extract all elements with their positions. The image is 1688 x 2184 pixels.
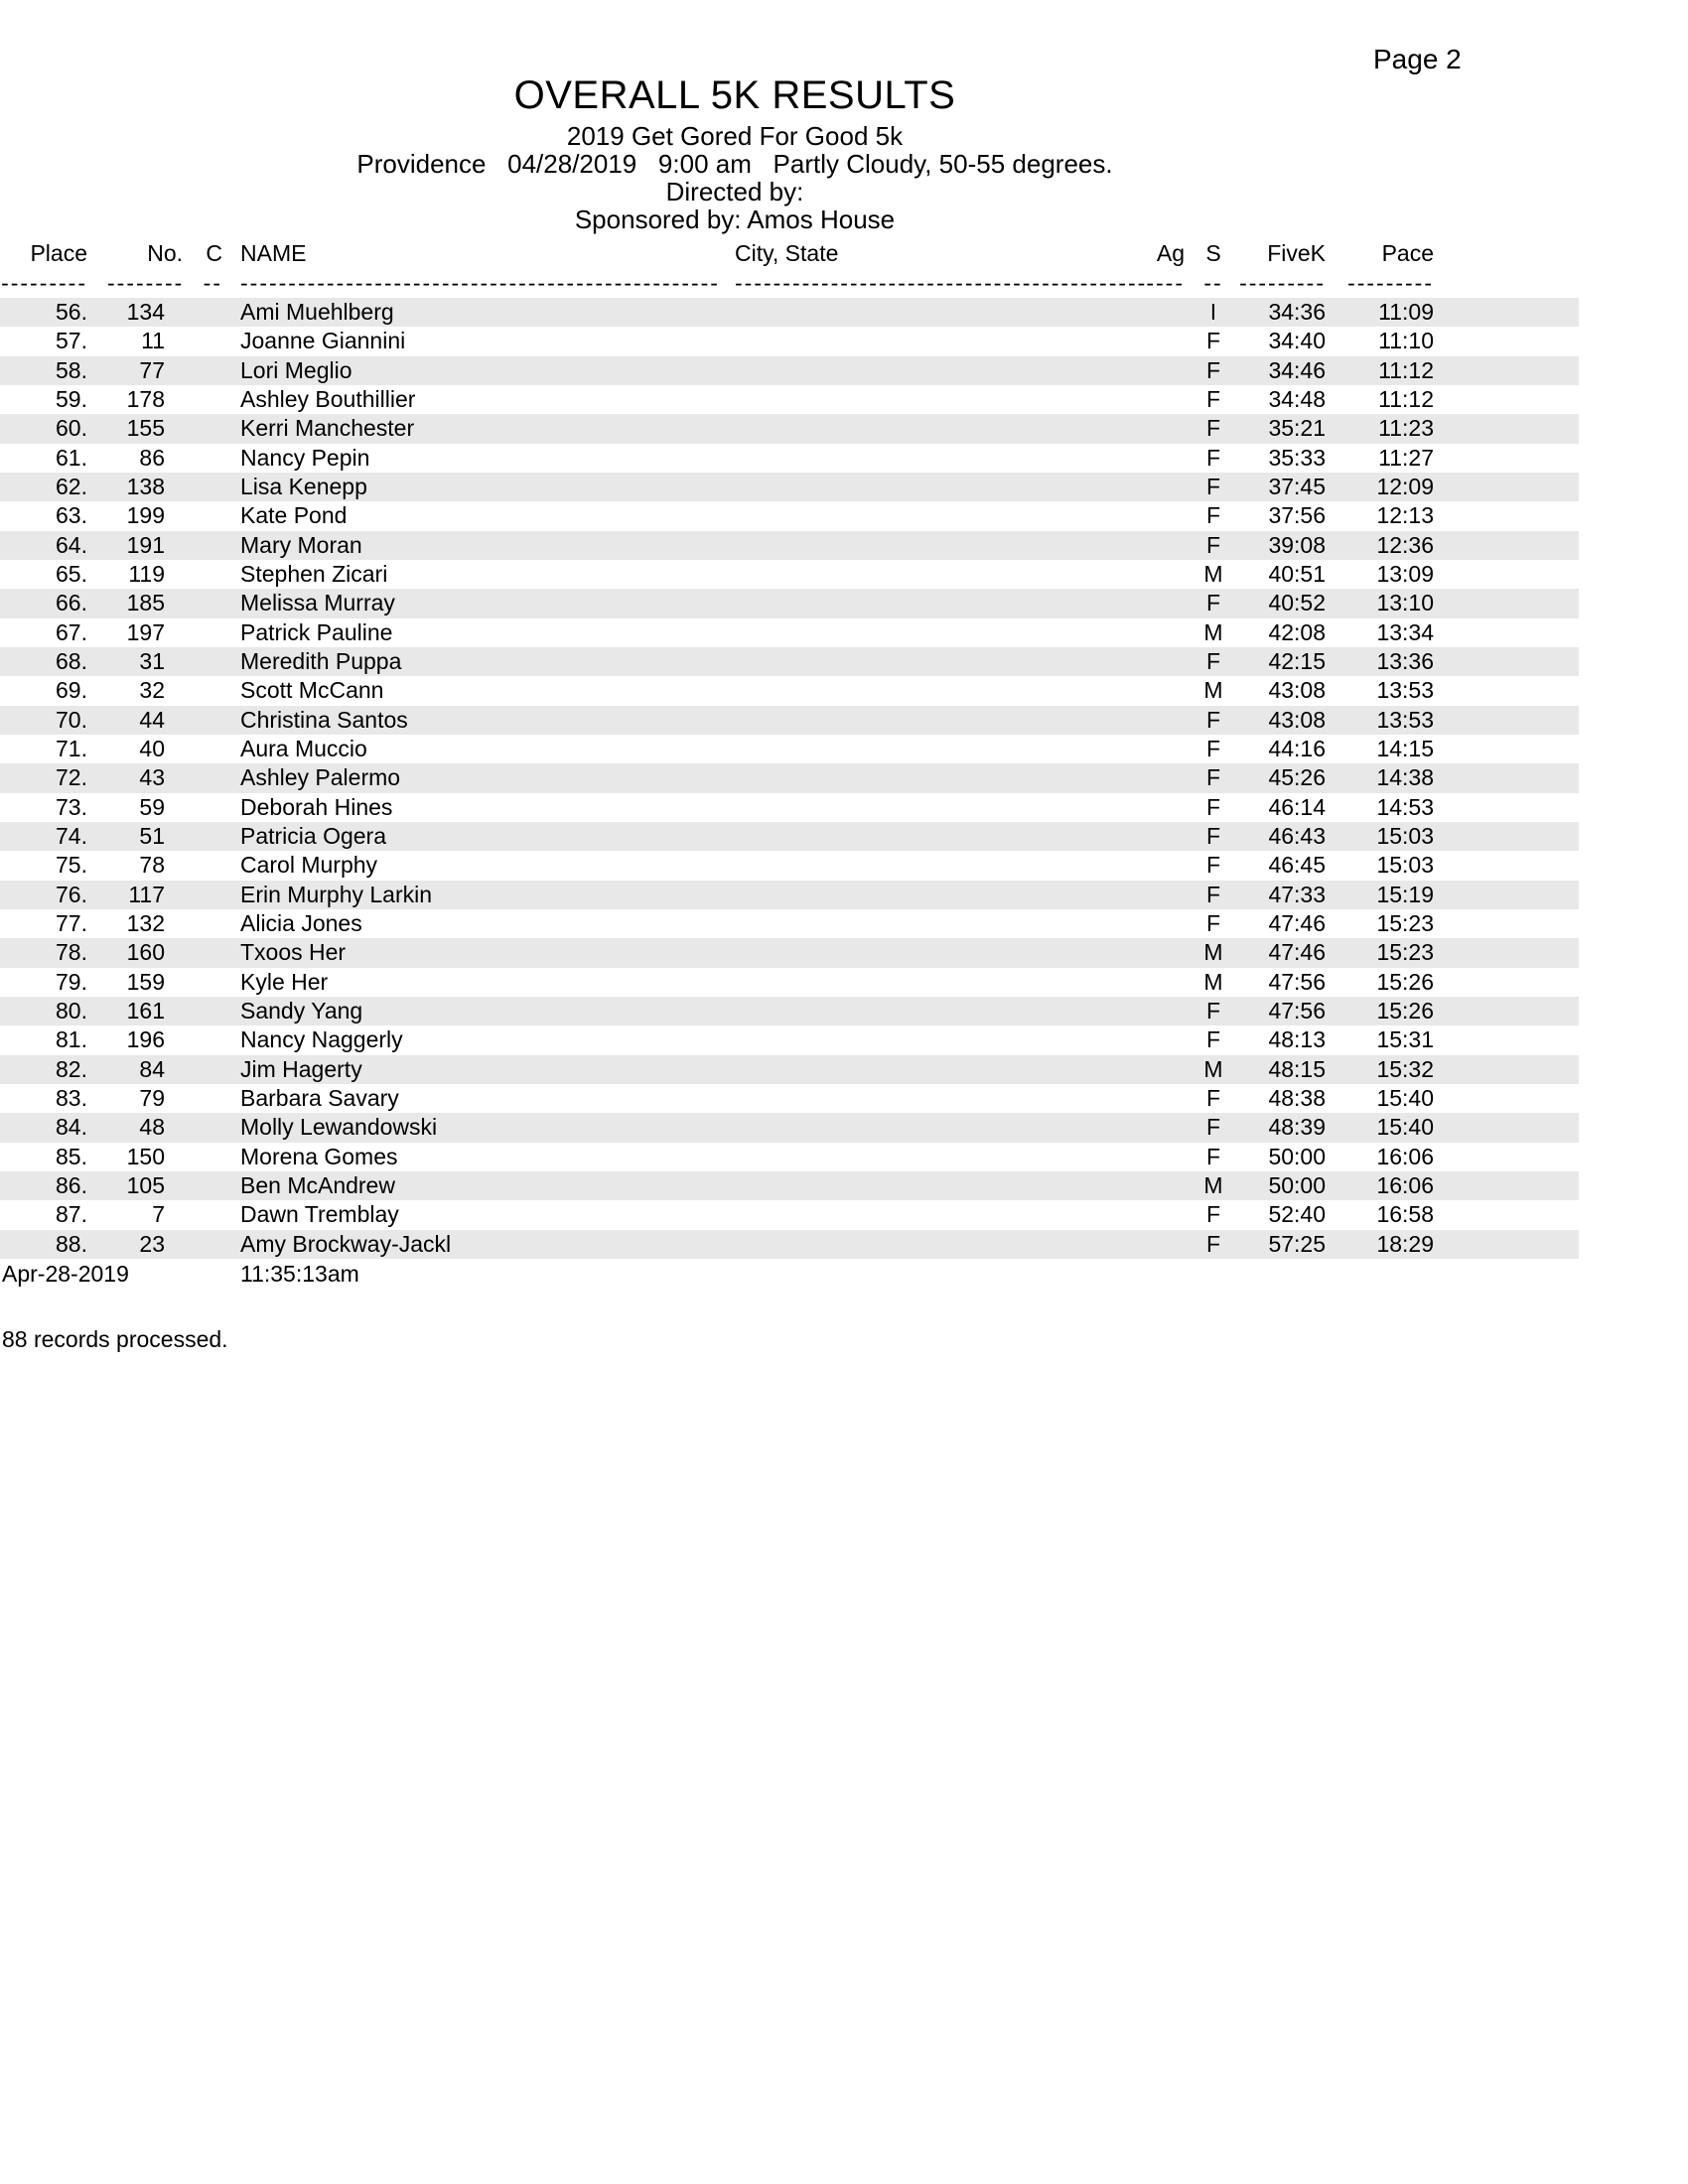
separator-pace: --------- <box>1347 269 1434 296</box>
cell-no: 159 <box>126 968 165 995</box>
cell-s: F <box>1205 1143 1221 1169</box>
cell-name: Carol Murphy <box>240 852 378 879</box>
cell-pace: 11:10 <box>1378 328 1434 354</box>
directed-by-line: Directed by: <box>665 177 804 206</box>
cell-pace: 15:23 <box>1376 939 1434 966</box>
table-header-row <box>0 238 1579 268</box>
table-row <box>0 676 1579 705</box>
table-row <box>0 706 1579 735</box>
cell-pace: 15:03 <box>1376 852 1434 879</box>
table-row <box>0 997 1579 1025</box>
cell-fivek: 43:08 <box>1268 706 1326 733</box>
cell-fivek: 40:51 <box>1268 561 1326 588</box>
cell-fivek: 37:45 <box>1268 474 1326 500</box>
cell-fivek: 52:40 <box>1268 1201 1326 1228</box>
cell-place: 74. <box>56 823 87 850</box>
table-row <box>0 589 1579 617</box>
table-row <box>0 968 1579 997</box>
cell-s: F <box>1205 998 1221 1024</box>
table-row <box>0 1055 1579 1084</box>
cell-name: Patricia Ogera <box>240 823 387 850</box>
table-row <box>0 501 1579 530</box>
cell-pace: 15:23 <box>1376 910 1434 937</box>
cell-name: Erin Murphy Larkin <box>240 881 433 907</box>
table-row <box>0 531 1579 560</box>
table-row <box>0 822 1579 851</box>
cell-pace: 16:58 <box>1376 1201 1434 1228</box>
cell-pace: 13:36 <box>1376 648 1434 675</box>
cell-name: Kerri Manchester <box>240 415 415 442</box>
cell-no: 7 <box>152 1201 165 1228</box>
cell-name: Dawn Tremblay <box>240 1201 399 1228</box>
cell-fivek: 48:39 <box>1268 1114 1326 1141</box>
event-name: 2019 Get Gored For Good 5k <box>566 121 904 151</box>
cell-pace: 15:32 <box>1376 1055 1434 1082</box>
cell-place: 62. <box>56 474 87 500</box>
cell-name: Morena Gomes <box>240 1143 398 1169</box>
cell-pace: 15:26 <box>1376 998 1434 1024</box>
cell-pace: 11:12 <box>1378 386 1434 413</box>
cell-name: Mary Moran <box>240 531 362 558</box>
cell-s: F <box>1205 736 1221 762</box>
cell-s: M <box>1203 1055 1223 1082</box>
table-separator-row <box>0 268 1579 298</box>
cell-fivek: 47:56 <box>1268 968 1326 995</box>
cell-place: 79. <box>56 968 87 995</box>
cell-fivek: 42:08 <box>1268 618 1326 645</box>
cell-place: 77. <box>56 910 87 937</box>
table-row <box>0 647 1579 676</box>
cell-place: 88. <box>56 1230 87 1257</box>
cell-no: 78 <box>139 852 165 879</box>
cell-pace: 11:12 <box>1378 356 1434 383</box>
event-info: Providence 04/28/2019 9:00 am Partly Cloudy, 50-55 degrees. <box>356 149 1113 179</box>
cell-fivek: 37:56 <box>1268 502 1326 529</box>
report-title: OVERALL 5K RESULTS <box>513 73 956 117</box>
cell-no: 160 <box>126 939 165 966</box>
page-number: Page 2 <box>1373 44 1462 74</box>
cell-no: 84 <box>139 1055 165 1082</box>
cell-place: 68. <box>56 648 87 675</box>
cell-place: 58. <box>56 356 87 383</box>
cell-place: 78. <box>56 939 87 966</box>
cell-place: 83. <box>56 1085 87 1112</box>
table-row <box>0 356 1579 385</box>
table-row <box>0 444 1579 473</box>
cell-place: 56. <box>56 299 87 326</box>
cell-pace: 15:40 <box>1376 1085 1434 1112</box>
cell-place: 57. <box>56 328 87 354</box>
separator-name: -------------------------------------------------- <box>240 269 720 296</box>
cell-place: 73. <box>56 793 87 820</box>
table-row <box>0 414 1579 443</box>
table-row <box>0 763 1579 792</box>
cell-place: 82. <box>56 1055 87 1082</box>
table-row <box>0 938 1579 967</box>
cell-s: F <box>1205 328 1221 354</box>
table-row <box>0 1230 1579 1259</box>
cell-s: F <box>1205 764 1221 791</box>
cell-name: Stephen Zicari <box>240 561 388 588</box>
cell-name: Amy Brockway-Jackl <box>240 1230 452 1257</box>
cell-fivek: 46:43 <box>1268 823 1326 850</box>
cell-pace: 16:06 <box>1376 1172 1434 1198</box>
cell-no: 48 <box>139 1114 165 1141</box>
cell-name: Joanne Giannini <box>240 328 406 354</box>
cell-s: I <box>1209 299 1217 326</box>
cell-no: 197 <box>126 618 165 645</box>
separator-fivek: --------- <box>1239 269 1326 296</box>
cell-place: 80. <box>56 998 87 1024</box>
cell-no: 161 <box>126 998 165 1024</box>
cell-pace: 15:31 <box>1376 1026 1434 1053</box>
cell-pace: 14:15 <box>1376 736 1434 762</box>
cell-place: 69. <box>56 677 87 704</box>
table-row <box>0 298 1579 327</box>
cell-s: F <box>1205 502 1221 529</box>
cell-no: 40 <box>139 736 165 762</box>
cell-place: 67. <box>56 618 87 645</box>
column-header-pace: Pace <box>1381 239 1434 266</box>
cell-fivek: 43:08 <box>1268 677 1326 704</box>
cell-s: F <box>1205 1201 1221 1228</box>
cell-name: Molly Lewandowski <box>240 1114 438 1141</box>
cell-pace: 15:40 <box>1376 1114 1434 1141</box>
cell-place: 71. <box>56 736 87 762</box>
print-timestamp-row <box>0 1259 1579 1288</box>
table-row <box>0 881 1579 909</box>
table-row <box>0 560 1579 589</box>
cell-fivek: 50:00 <box>1268 1143 1326 1169</box>
cell-pace: 13:53 <box>1376 677 1434 704</box>
cell-fivek: 50:00 <box>1268 1172 1326 1198</box>
cell-fivek: 44:16 <box>1268 736 1326 762</box>
cell-place: 76. <box>56 881 87 907</box>
cell-no: 32 <box>139 677 165 704</box>
table-row <box>0 735 1579 763</box>
cell-s: F <box>1205 415 1221 442</box>
cell-no: 117 <box>128 881 165 907</box>
cell-s: F <box>1205 1026 1221 1053</box>
cell-pace: 13:09 <box>1376 561 1434 588</box>
cell-s: F <box>1205 881 1221 907</box>
cell-name: Deborah Hines <box>240 793 393 820</box>
cell-pace: 15:03 <box>1376 823 1434 850</box>
separator-city-state: ------------------------------------------- <box>735 269 1148 296</box>
print-date: Apr-28-2019 <box>2 1261 129 1287</box>
column-header-age: Ag <box>1156 239 1185 266</box>
separator-no: -------- <box>107 269 185 296</box>
cell-no: 79 <box>139 1085 165 1112</box>
cell-no: 191 <box>126 531 165 558</box>
cell-place: 86. <box>56 1172 87 1198</box>
cell-s: M <box>1203 561 1223 588</box>
table-row <box>0 385 1579 414</box>
cell-name: Meredith Puppa <box>240 648 402 675</box>
table-row <box>0 473 1579 501</box>
column-header-c: C <box>206 239 222 266</box>
cell-name: Barbara Savary <box>240 1085 399 1112</box>
sponsored-by-line: Sponsored by: Amos House <box>574 205 896 234</box>
cell-pace: 12:09 <box>1376 474 1434 500</box>
cell-s: M <box>1203 677 1223 704</box>
cell-place: 84. <box>56 1114 87 1141</box>
cell-fivek: 42:15 <box>1268 648 1326 675</box>
cell-fivek: 34:46 <box>1268 356 1326 383</box>
table-row <box>0 1025 1579 1054</box>
cell-s: M <box>1203 968 1223 995</box>
cell-name: Ben McAndrew <box>240 1172 395 1198</box>
separator-c: -- <box>203 269 222 296</box>
table-row <box>0 851 1579 880</box>
cell-fivek: 47:56 <box>1268 998 1326 1024</box>
column-header-sex: S <box>1205 239 1221 266</box>
cell-name: Jim Hagerty <box>240 1055 362 1082</box>
cell-fivek: 47:33 <box>1268 881 1326 907</box>
cell-place: 85. <box>56 1143 87 1169</box>
cell-place: 64. <box>56 531 87 558</box>
cell-name: Ami Muehlberg <box>240 299 394 326</box>
results-table <box>0 238 1579 1259</box>
cell-name: Kate Pond <box>240 502 348 529</box>
cell-s: F <box>1205 910 1221 937</box>
cell-fivek: 47:46 <box>1268 910 1326 937</box>
cell-pace: 13:53 <box>1376 706 1434 733</box>
cell-name: Txoos Her <box>240 939 347 966</box>
cell-no: 86 <box>139 444 165 471</box>
cell-fivek: 57:25 <box>1268 1230 1326 1257</box>
cell-no: 31 <box>139 648 165 675</box>
print-time: 11:35:13am <box>240 1261 359 1287</box>
cell-place: 65. <box>56 561 87 588</box>
cell-no: 155 <box>126 415 165 442</box>
separator-age: ---- <box>1146 269 1185 296</box>
cell-no: 199 <box>126 502 165 529</box>
cell-s: F <box>1205 852 1221 879</box>
cell-pace: 13:34 <box>1376 618 1434 645</box>
cell-fivek: 48:38 <box>1268 1085 1326 1112</box>
cell-s: F <box>1205 531 1221 558</box>
cell-name: Patrick Pauline <box>240 618 393 645</box>
table-row <box>0 793 1579 822</box>
cell-s: F <box>1205 706 1221 733</box>
cell-fivek: 35:33 <box>1268 444 1326 471</box>
cell-s: F <box>1205 648 1221 675</box>
cell-no: 132 <box>126 910 165 937</box>
cell-fivek: 39:08 <box>1268 531 1326 558</box>
cell-place: 70. <box>56 706 87 733</box>
cell-no: 185 <box>126 590 165 616</box>
cell-pace: 11:23 <box>1378 415 1434 442</box>
cell-place: 75. <box>56 852 87 879</box>
cell-pace: 11:09 <box>1378 299 1434 326</box>
cell-pace: 15:26 <box>1376 968 1434 995</box>
separator-place: --------- <box>1 269 87 296</box>
cell-fivek: 40:52 <box>1268 590 1326 616</box>
cell-s: F <box>1205 1085 1221 1112</box>
cell-place: 63. <box>56 502 87 529</box>
table-row <box>0 618 1579 647</box>
cell-fivek: 47:46 <box>1268 939 1326 966</box>
cell-s: M <box>1203 1172 1223 1198</box>
cell-name: Christina Santos <box>240 706 408 733</box>
cell-no: 51 <box>139 823 165 850</box>
cell-name: Sandy Yang <box>240 998 363 1024</box>
table-row <box>0 1200 1579 1229</box>
cell-s: F <box>1205 356 1221 383</box>
cell-fivek: 35:21 <box>1268 415 1326 442</box>
cell-pace: 14:38 <box>1376 764 1434 791</box>
cell-no: 11 <box>141 328 165 354</box>
cell-fivek: 46:14 <box>1268 793 1326 820</box>
cell-s: M <box>1203 939 1223 966</box>
cell-name: Ashley Palermo <box>240 764 401 791</box>
cell-place: 87. <box>56 1201 87 1228</box>
column-header-name: NAME <box>240 239 307 266</box>
cell-fivek: 46:45 <box>1268 852 1326 879</box>
cell-no: 178 <box>126 386 165 413</box>
cell-s: F <box>1205 1230 1221 1257</box>
cell-no: 119 <box>128 561 165 588</box>
cell-name: Aura Muccio <box>240 736 367 762</box>
cell-pace: 12:36 <box>1376 531 1434 558</box>
cell-name: Lori Meglio <box>240 356 352 383</box>
cell-s: F <box>1205 474 1221 500</box>
cell-pace: 13:10 <box>1376 590 1434 616</box>
cell-pace: 11:27 <box>1378 444 1434 471</box>
cell-name: Kyle Her <box>240 968 329 995</box>
table-row <box>0 1084 1579 1113</box>
cell-place: 66. <box>56 590 87 616</box>
cell-no: 134 <box>126 299 165 326</box>
cell-no: 44 <box>139 706 165 733</box>
cell-s: F <box>1205 1114 1221 1141</box>
cell-pace: 18:29 <box>1376 1230 1434 1257</box>
cell-name: Nancy Naggerly <box>240 1026 403 1053</box>
cell-no: 59 <box>139 793 165 820</box>
column-header-fivek: FiveK <box>1267 239 1326 266</box>
cell-no: 150 <box>126 1143 165 1169</box>
cell-no: 196 <box>126 1026 165 1053</box>
cell-fivek: 48:13 <box>1268 1026 1326 1053</box>
column-header-city-state: City, State <box>735 239 839 266</box>
table-row <box>0 327 1579 355</box>
cell-s: F <box>1205 590 1221 616</box>
cell-fivek: 34:40 <box>1268 328 1326 354</box>
records-processed-note: 88 records processed. <box>2 1326 228 1352</box>
cell-pace: 14:53 <box>1376 793 1434 820</box>
cell-place: 59. <box>56 386 87 413</box>
column-header-no: No. <box>147 239 183 266</box>
cell-place: 60. <box>56 415 87 442</box>
cell-no: 43 <box>139 764 165 791</box>
cell-place: 72. <box>56 764 87 791</box>
cell-name: Ashley Bouthillier <box>240 386 416 413</box>
cell-place: 61. <box>56 444 87 471</box>
cell-name: Scott McCann <box>240 677 384 704</box>
cell-no: 138 <box>126 474 165 500</box>
separator-sex: -- <box>1203 269 1223 296</box>
cell-no: 105 <box>126 1172 165 1198</box>
cell-s: F <box>1205 386 1221 413</box>
cell-no: 23 <box>139 1230 165 1257</box>
cell-fivek: 34:48 <box>1268 386 1326 413</box>
cell-name: Alicia Jones <box>240 910 362 937</box>
cell-s: F <box>1205 444 1221 471</box>
table-row <box>0 1171 1579 1200</box>
cell-place: 81. <box>56 1026 87 1053</box>
column-header-place: Place <box>30 239 87 266</box>
table-body <box>0 298 1579 1259</box>
cell-name: Nancy Pepin <box>240 444 370 471</box>
cell-pace: 12:13 <box>1376 502 1434 529</box>
cell-s: F <box>1205 823 1221 850</box>
cell-name: Lisa Kenepp <box>240 474 367 500</box>
cell-fivek: 34:36 <box>1268 299 1326 326</box>
cell-pace: 16:06 <box>1376 1143 1434 1169</box>
table-row <box>0 909 1579 938</box>
cell-s: M <box>1203 618 1223 645</box>
table-row <box>0 1113 1579 1142</box>
cell-fivek: 45:26 <box>1268 764 1326 791</box>
cell-s: F <box>1205 793 1221 820</box>
cell-no: 77 <box>139 356 165 383</box>
cell-pace: 15:19 <box>1376 881 1434 907</box>
table-row <box>0 1143 1579 1171</box>
cell-fivek: 48:15 <box>1268 1055 1326 1082</box>
cell-name: Melissa Murray <box>240 590 395 616</box>
